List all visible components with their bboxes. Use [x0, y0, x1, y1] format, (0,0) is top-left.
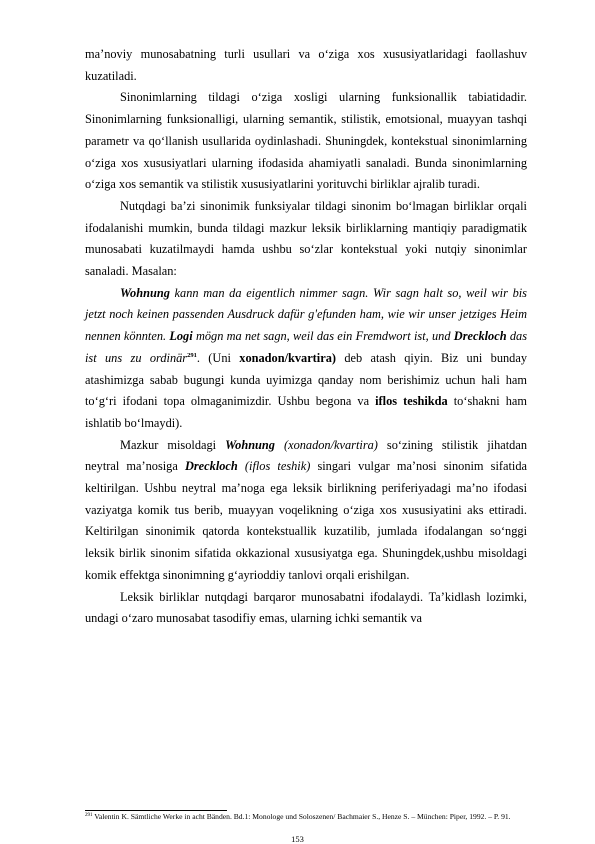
- term-logi: Logi: [169, 329, 193, 344]
- paragraph-1: ma’noviy munosabatning turli usullari va o‘ziga xos xususiyatlaridagi faollashuv kuzatiladi.: [85, 47, 527, 83]
- term-iflos-teshikda: iflos teshikda: [375, 394, 448, 409]
- footnote-ref[interactable]: 291: [187, 351, 197, 359]
- translation-text: deb atash qiyin. Biz uni bunday atashimizga sabab bugungi kunda uyimizga qanday nom berishimiz uchun hali ham to‘g‘ri ifodani topa olmaganimizdir. Ushbu begona va: [85, 350, 527, 409]
- footnote-divider: [85, 810, 227, 811]
- example-text: mögn ma net sagn, weil das ein Fremdwort ist, und: [192, 329, 454, 344]
- text-run: so‘zining stilistik jihatdan neytral ma’nosiga: [85, 437, 527, 474]
- text-run: singari vulgar ma’nosi sinonim sifatida keltirilgan. Ushbu neytral ma’noga ega leksik birlikning periferiyadagi ma’no ifodasi vaziyatga komik tus berib, muayyan voqelikning o‘ziga xos xususiyatini aks ettiradi. Keltirilgan sinonimik qatorda kontekstuallik kuzatilib, jumlada ifodalangan so‘nggi leksik birlik sinonim sifatida okkazional xususiyatga ega. Shuningdek,ushbu misoldagi komik effektga sinonimning g‘ayrioddiy tanlovi orqali erishilgan.: [85, 459, 527, 582]
- page-body: [85, 44, 527, 630]
- paragraph-2: Sinonimlarning tildagi o‘ziga xosligi ularning funksionallik tabiatidadir. Sinonimlarning funksionalligi, ularning semantik, stilistik, emotsional, muayyan tashqi parametr va qo‘llanish usullarida oydinlashadi. Shuningdek, kontekstual sinonimlarning o‘ziga xos xususiyatlari ularning ifodasida ahamiyatli sanaladi. Bunda sinonimlarning o‘ziga xos semantik va stilistik xususiyatlarini yorituvchi birliklar ajralib turadi.: [85, 90, 527, 192]
- page-number: 153: [291, 834, 304, 844]
- example-text: das ist uns zu ordinär: [85, 329, 527, 365]
- paragraph-3: Nutqdagi ba’zi sinonimik funksiyalar tildagi sinonim bo‘lmagan birliklar orqali ifodalanishi mumkin, bunda tildagi mazkur leksik birliklarning mantiqiy paradigmatik munosabati kuzatilmaydi hamda ushbu so‘zlar kontekstual yoki nutqiy sinonimlar sanaladi. Masalan:: [85, 198, 527, 279]
- example-text: kann man da eigentlich nimmer sagn. Wir sagn halt so, weil wir bis jetzt noch keinen passenden Ausdruck dafür g'efunden ham, wie wir unser jetziges Heim nennen könnten.: [85, 285, 527, 344]
- text-run: Mazkur misoldagi: [120, 437, 226, 452]
- footnote-number: 291: [85, 813, 93, 818]
- paragraph-4-example: [85, 283, 527, 435]
- term-wohnung: Wohnung: [120, 285, 170, 300]
- footnote: [85, 812, 527, 822]
- term-dreckloch: Dreckloch: [453, 329, 507, 344]
- translation-text: to‘shakni ham ishlatib bo‘lmaydi).: [85, 394, 527, 430]
- gloss-xonadon: (xonadon/kvartira): [274, 437, 378, 452]
- paragraph-6: Leksik birliklar nutqdagi barqaror munosabatni ifodalaydi. Ta’kidlash lozimki, undagi o‘zaro munosabat tasodifiy emas, ularning ichki semantik va: [85, 589, 527, 626]
- term-wohnung: Wohnung: [225, 437, 275, 452]
- gloss-iflos-teshik: (iflos teshik): [237, 459, 311, 474]
- paragraph-5: [85, 435, 527, 587]
- term-xonadon: xonadon/kvartira): [239, 350, 336, 365]
- term-dreckloch: Dreckloch: [184, 459, 238, 474]
- footnote-text: Valentin K. Sämtliche Werke in acht Bänden. Bd.1: Monologe und Soloszenen/ Bachmaier S., Henze S. – München: Piper, 1992. – P. 91.: [92, 812, 511, 821]
- translation-text: . (Uni: [196, 350, 240, 365]
